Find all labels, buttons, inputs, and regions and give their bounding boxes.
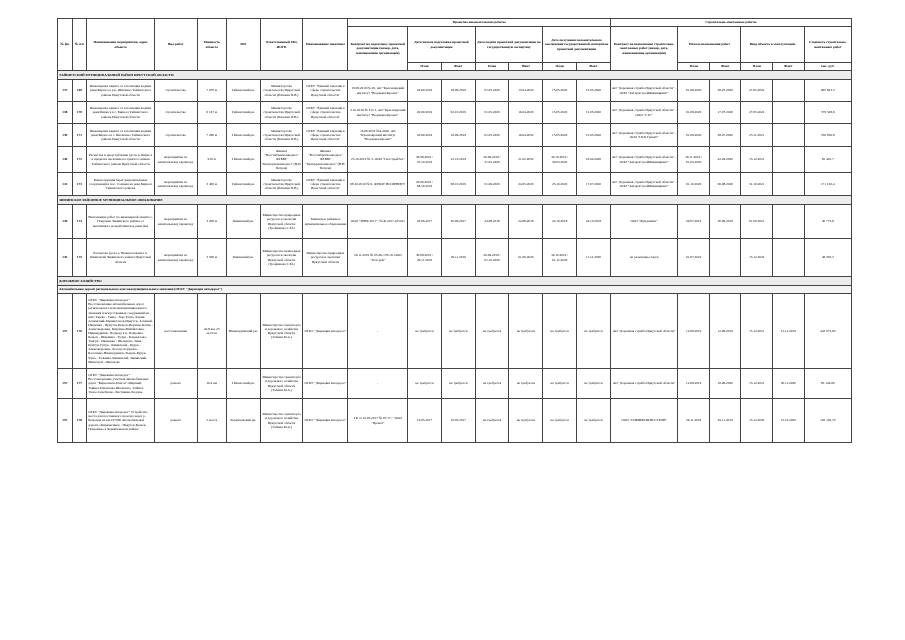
cell-commissioning-plan: 01.09.2021	[741, 205, 773, 239]
cell-commissioning-plan: 31.10.2021	[741, 173, 773, 196]
cell-expertise-result-plan: не требуется	[543, 369, 577, 399]
cell-construction-contract: не разыграны торги	[610, 239, 678, 277]
cell-commissioning-plan: 27.05.2022	[741, 102, 773, 124]
header-name: Наименование мероприятия, адрес объекта	[87, 19, 155, 71]
cell-capacity: 3 500 м	[197, 239, 226, 277]
cell-mo: Черемховский рн.	[226, 399, 260, 443]
cell-capacity: 3 400 м	[197, 173, 226, 196]
header-design-contract: Контракт на подготовку проектной документации (номер, дата, наименование организации)	[348, 27, 408, 71]
cell-mo: Зиминский рн.	[226, 205, 260, 239]
cell-customer: ОГКУ "Единый заказчик в сфере строительства Иркутской области"	[303, 80, 348, 102]
cell-expertise-result-fact: не требуется	[577, 294, 611, 369]
cell-expertise-submit-plan: не требуется	[475, 294, 509, 369]
cell-expertise-result-plan: 15.05.2020	[543, 102, 577, 124]
cell-n-np: 173	[72, 173, 87, 196]
cell-cost: 30 773,8	[804, 205, 851, 239]
cell-expertise-result-plan: 24.10.2018	[543, 205, 577, 239]
cell-work-type: мероприятия по капитальному характеру	[154, 173, 197, 196]
cell-design-start-plan: 20.09.2019	[408, 124, 442, 147]
cell-expertise-submit-fact: 21.02.2020	[509, 147, 543, 173]
cell-work-type: мероприятия по капитальному характеру	[154, 239, 197, 277]
cell-expertise-result-fact: не требуется	[577, 399, 611, 443]
objects-table	[57, 18, 852, 443]
cell-construction-start-fact: 06.08.2020	[709, 173, 741, 196]
table-row	[58, 80, 852, 102]
section-header	[58, 277, 852, 286]
header-design-group: Проектно-изыскательские работы	[348, 19, 610, 27]
cell-design-start-plan: 10.05.2017	[408, 399, 442, 443]
cell-construction-contract: АО "Дорожная служба Иркутской области" - ООО "АнгараСтройИнжиниринг"	[610, 147, 678, 173]
cell-design-start-fact: 08.10.2019	[441, 173, 475, 196]
cell-construction-start-plan: 01.10.2020	[678, 173, 710, 196]
cell-cost: 65 445,7	[804, 147, 851, 173]
cell-commissioning-plan: 15.12.2021	[741, 147, 773, 173]
cell-expertise-result-plan: не требуется	[543, 294, 577, 369]
header-expertise-submit: Дата подачи проектной документации на государственную экспертизу	[475, 27, 543, 63]
cell-responsible: Министерство строительства Иркутской области (Плюхин П.Н.)	[260, 173, 303, 196]
cell-capacity: 7 290 м	[197, 124, 226, 147]
cell-capacity: 42,8 км, 23 мостов	[197, 294, 226, 369]
cell-mo: Тайшетский рн.	[226, 124, 260, 147]
cell-n-np: 175	[72, 239, 87, 277]
cell-design-start-fact: 29.11.2019	[441, 239, 475, 277]
cell-cost: 695 823,3	[804, 80, 851, 102]
cell-expertise-submit-fact: не требуется	[509, 294, 543, 369]
header-fact: Факт	[441, 63, 475, 71]
cell-mo: Тайшетский рн.	[226, 80, 260, 102]
cell-n-fcp: 157	[58, 369, 73, 399]
cell-responsible: Министерство транспорта и дорожного хозяйства Иркутской области (Зобнин М.А.)	[260, 399, 303, 443]
cell-customer: ОГКУ "Единый заказчик в сфере строительства Иркутской области"	[303, 173, 348, 196]
header-cost-unit: тыс. руб.	[804, 63, 851, 71]
header-fact: Факт	[577, 63, 611, 71]
cell-construction-start-plan: 26.11.2019	[678, 399, 710, 443]
cell-expertise-result-plan: 30.10.2019 / 01.12.2020	[543, 239, 577, 277]
cell-expertise-result-fact: не требуется	[577, 369, 611, 399]
cell-mo: Тайшетский рн.	[226, 147, 260, 173]
cell-name: ОГКУ "Дирекция автодорог" Устройство моста для постоянного проезда через р. Бельская на км 24+000 автомобильной дороги «Киреньгинск - Иркутск-Бельск-Покровка» в Черемховском районе	[87, 399, 155, 443]
cell-design-contract: 29.11.2019 № 03-60-176/19, ООО "ГеоСрой"	[348, 239, 408, 277]
header-plan: План	[408, 63, 442, 71]
header-construction-start: Начало выполнения работ	[678, 27, 741, 63]
cell-design-contract: 2.10.2019 № 311/1, АО "Красноярский институт "Водоканалпроект"	[348, 102, 408, 124]
cell-construction-start-plan: 01.08.2020	[678, 80, 710, 102]
cell-n-np: 178	[72, 399, 87, 443]
cell-commissioning-fact: 31.12.2019	[773, 294, 805, 369]
cell-customer: ОГКУ "Дирекция автодорог"	[303, 369, 348, 399]
cell-commissioning-fact: 15.10.2020	[773, 399, 805, 443]
cell-expertise-submit-fact: 16.04.2020	[509, 102, 543, 124]
cell-design-start-fact: 20.06.2017	[441, 205, 475, 239]
cell-construction-start-plan: 30.11.2019 / 01.05.2020	[678, 147, 710, 173]
cell-responsible: Министерство строительства Иркутской области (Плюхин П.Н.)	[260, 80, 303, 102]
cell-name: ОГКУ "Дирекция автодорог" Восстановление автомобильных дорог регионального или межмуниципального значения и искусственных сооружений на них: Зарево - Тыма - Хор-Тагна, Харик-Аспинский-Харикотонов-Иркутск, Алзамай-Ивановка - Иркутск-Бельск-Верхнее-Котик - Александровка, Киргизы-Михайловка-Нижнеудинск, Подъезд к п. Покровка, Бельск - Ширинка - Тулун - Коновалово, Тангуи - Ивановка - Шелехово, Зима-Куйтун-Тулун - Кимильтей - Бурук - Александровка, Лесодолгоруково-Басалаево-Нижнеудинск, Тыреть-Бурук, Чуна - Тальяны, Кимильтей, Зиминский-Мингатуй - Шелехово	[87, 294, 155, 369]
cell-expertise-result-plan: 25.10.2020	[543, 173, 577, 196]
cell-expertise-result-plan: 15.05.2020	[543, 124, 577, 147]
section-title: ДОРОЖНОЕ ХОЗЯЙСТВО	[58, 277, 852, 286]
cell-cost: 530 956,8	[804, 124, 851, 147]
cell-construction-contract: АО "Дорожная служба Иркутской области" - ООО "ПСК Гранит"	[610, 124, 678, 147]
cell-cost: 83 144,90	[804, 369, 851, 399]
cell-n-fcp: 139	[58, 124, 73, 147]
cell-work-type: мероприятия по капитальному характеру	[154, 147, 197, 173]
cell-construction-start-plan: 29.07.2019	[678, 205, 710, 239]
cell-customer: Зиминское районное муниципальное образование	[303, 205, 348, 239]
header-plan: План	[678, 63, 710, 71]
cell-expertise-submit-plan: не требуется	[475, 399, 509, 443]
cell-design-start-plan: 20.09.2019 / 08.10.2019	[408, 173, 442, 196]
cell-expertise-submit-plan: 24.08.2018	[475, 205, 509, 239]
cell-cost: 579 328,6	[804, 102, 851, 124]
cell-work-type: ремонт	[154, 369, 197, 399]
cell-expertise-result-plan: не требуется	[543, 399, 577, 443]
cell-expertise-result-plan: 15.05.2020	[543, 80, 577, 102]
cell-construction-start-fact: 26.11.2019	[709, 399, 741, 443]
cell-mo: Нижнеудинский рн.	[226, 294, 260, 369]
cell-customer: ОГКУ "Дирекция автодорог"	[303, 294, 348, 369]
cell-n-np: 177	[72, 369, 87, 399]
cell-n-np: 176	[72, 294, 87, 369]
cell-work-type: строительство	[154, 124, 197, 147]
header-construction-contract: Контракт на выполнение строительно-монтажных работ (номер, дата, наименование организации)	[610, 27, 678, 71]
cell-design-start-fact: 18.09.2019	[441, 80, 475, 102]
table-row	[58, 399, 852, 443]
cell-expertise-submit-fact: 24.05.2020	[509, 173, 543, 196]
cell-design-contract: -	[348, 294, 408, 369]
cell-commissioning-fact	[773, 205, 805, 239]
header-commissioning: Ввод объекта в эксплуатацию	[741, 27, 804, 63]
cell-n-fcp: 141	[58, 173, 73, 196]
cell-n-np: 170	[72, 102, 87, 124]
cell-commissioning-fact	[773, 239, 805, 277]
cell-customer: ОГКУ "Единый заказчик в сфере строительства Иркутской области"	[303, 124, 348, 147]
cell-design-contract: 16.09.2019 №4-2020, АО "Красноярский институт "Водоканалпроект"	[348, 124, 408, 147]
cell-mo: Тайшетский рн.	[226, 369, 260, 399]
subsection-title: Автомобильные дороги регионального или межмуниципального значения (ОГКУ "Дирекция автодорог")	[58, 286, 852, 294]
header-construction-group: Строительно-монтажные работы	[610, 19, 851, 27]
header-cost: Стоимость строительно-монтажных работ	[804, 27, 851, 63]
cell-n-fcp: 138	[58, 102, 73, 124]
cell-expertise-submit-plan: 01.05.2020	[475, 124, 509, 147]
cell-n-fcp: 157	[58, 399, 73, 443]
cell-cost: 46 393,3	[804, 239, 851, 277]
cell-design-start-fact: не требуется	[441, 294, 475, 369]
cell-commissioning-plan: 15.12.2021	[741, 369, 773, 399]
cell-expertise-submit-fact: 24.08.2018	[509, 205, 543, 239]
cell-construction-start-fact: 28.07.2020	[709, 124, 741, 147]
cell-work-type: строительство	[154, 102, 197, 124]
cell-responsible: Министерство транспорта и дорожного хозяйства Иркутской области (Зобнин М.А.)	[260, 294, 303, 369]
cell-design-start-plan: 30.08.2019 / 29.11.2019	[408, 239, 442, 277]
cell-expertise-submit-fact: не требуется	[509, 399, 543, 443]
cell-commissioning-plan: 27.05.2022	[741, 80, 773, 102]
header-responsible: Ответственный МО, ИОГВ	[260, 19, 303, 71]
table-row	[58, 369, 852, 399]
cell-design-start-fact: 02.10.2019	[441, 102, 475, 124]
cell-n-np: 172	[72, 147, 87, 173]
header-work-type: Вид работ	[154, 19, 197, 71]
header-plan: План	[475, 63, 509, 71]
cell-expertise-submit-plan: 01.05.2020	[475, 80, 509, 102]
cell-commissioning-fact	[773, 147, 805, 173]
cell-design-contract: 25.10.2019 № 5, ООО "ГеоСтройТех"	[348, 147, 408, 173]
cell-capacity: 910 м	[197, 147, 226, 173]
cell-expertise-submit-plan: 01.06.2020	[475, 173, 509, 196]
cell-expertise-submit-fact: не требуется	[509, 369, 543, 399]
cell-responsible: Министерство транспорта и дорожного хозяйства Иркутской области (Зобнин М.А.)	[260, 369, 303, 399]
table-row	[58, 294, 852, 369]
cell-design-contract: ООО "ЗЕНК 2017", № Ф.2017.225191	[348, 205, 408, 239]
cell-design-start-plan: не требуется	[408, 369, 442, 399]
cell-name: Расчистка русла р. Ныжносельнага п. Кимильтей Зиминского района Иркутской области	[87, 239, 155, 277]
cell-design-start-plan: 30.08.2019 / 25.10.2019	[408, 147, 442, 173]
cell-n-np: 171	[72, 124, 87, 147]
cell-construction-start-fact: 28.07.2020	[709, 80, 741, 102]
cell-construction-start-plan: 01.08.2020	[678, 102, 710, 124]
cell-expertise-submit-plan: не требуется	[475, 369, 509, 399]
cell-expertise-result-fact: 15.05.2020	[577, 124, 611, 147]
header-fact: Факт	[773, 63, 805, 71]
cell-responsible: Министерство строительства Иркутской области (Плюхин П.Н.)	[260, 124, 303, 147]
header-expertise-result: Дата получения положительного заключения государственной экспертизы проектной документации	[543, 27, 611, 63]
cell-construction-start-fact: 12.09.2019	[709, 294, 741, 369]
cell-construction-start-fact: 16.06.2020	[709, 369, 741, 399]
cell-customer: ОГКУ "Единый заказчик в сфере строительства Иркутской области"	[303, 102, 348, 124]
cell-expertise-result-fact: 11.12.2020	[577, 239, 611, 277]
cell-responsible: Министерство строительства Иркутской области (Плюхин П.Н.)	[260, 102, 303, 124]
table-row	[58, 173, 852, 196]
header-plan: План	[741, 63, 773, 71]
header-mo: МО	[226, 19, 260, 71]
cell-construction-contract: ООО "СИБИРЬТРАНССТРОЙ"	[610, 399, 678, 443]
cell-construction-contract: ООО "Фундамент"	[610, 205, 678, 239]
cell-construction-start-plan: 01.07.2022	[678, 239, 710, 277]
cell-n-np: 169	[72, 80, 87, 102]
cell-design-contract: -	[348, 369, 408, 399]
cell-responsible: Министерство природных ресурсов и экологии Иркутской области (Трофимова С.М.)	[260, 205, 303, 239]
section-header	[58, 71, 852, 80]
table-row	[58, 102, 852, 124]
cell-capacity: 16,4 км	[197, 369, 226, 399]
cell-responsible: Министерство природных ресурсов и экологии Иркутской области (Трофимова С.М.)	[260, 239, 303, 277]
cell-construction-contract: АО "Дорожная служба Иркутской области" - ООО "СТС"	[610, 102, 678, 124]
cell-expertise-result-fact: 17.07.2020	[577, 173, 611, 196]
cell-capacity: 3 200 м	[197, 205, 226, 239]
cell-name: Расчистка и дноуглубление русла р. Бирюса в пределах населенного пункта Соляная Тайшетского района Иркутской области	[87, 147, 155, 173]
cell-expertise-result-fact: 15.05.2020	[577, 80, 611, 102]
cell-n-fcp: 137	[58, 80, 73, 102]
cell-n-fcp: 140	[58, 147, 73, 173]
cell-design-start-fact: 16.09.2019	[441, 124, 475, 147]
cell-name: Инженерная защита от затопления водами реки Бирюса в с. Бирюса Тайшетского района Иркутской области	[87, 102, 155, 124]
subsection-header	[58, 286, 852, 294]
table-row	[58, 124, 852, 147]
cell-n-fcp: 140	[58, 205, 73, 239]
cell-expertise-result-fact: 24.10.2018	[577, 205, 611, 239]
cell-design-contract: 19.09.2019 № 20, АО "Красноярский институт "Водоканалпроект"	[348, 80, 408, 102]
cell-customer: ОГКУ "Дирекция автодорог"	[303, 399, 348, 443]
cell-expertise-result-fact: 15.05.2020	[577, 102, 611, 124]
cell-cost: 162 120,70	[804, 399, 851, 443]
header-fact: Факт	[709, 63, 741, 71]
cell-design-start-fact: 25.10.2019	[441, 147, 475, 173]
cell-design-contract: ГК от 10.05.2017 № 07/17 / "ООО "Прокат"	[348, 399, 408, 443]
cell-n-fcp: 157	[58, 294, 73, 369]
header-fact: Факт	[509, 63, 543, 71]
section-header	[58, 196, 852, 205]
cell-expertise-submit-plan: 01.05.2020	[475, 102, 509, 124]
cell-expertise-submit-fact: 16.04.2020	[509, 124, 543, 147]
header-n-np: № п/п	[72, 19, 87, 71]
table-row	[58, 147, 852, 173]
cell-expertise-submit-fact: 01.09.2020	[509, 239, 543, 277]
section-title: ТАЙШЕТСКИЙ МУНИЦИПАЛЬНЫЙ РАЙОН ИРКУТСКОЙ ОБЛАСТИ	[58, 71, 852, 80]
header-customer: Наименование заказчика	[303, 19, 348, 71]
table-row	[58, 205, 852, 239]
cell-commissioning-plan: 15.12.2022	[741, 239, 773, 277]
cell-n-np: 174	[72, 205, 87, 239]
cell-commissioning-fact	[773, 124, 805, 147]
cell-commissioning-fact	[773, 173, 805, 196]
cell-name: Инженерная защита от затопления водами реки Бирюса в с. Шелехово Тайшетского района Иркутской области	[87, 124, 155, 147]
cell-name: Реконструкция берегоукрепительных сооружений в пос. Соляная на реке Бирюса Тайшетского района	[87, 173, 155, 196]
cell-commissioning-plan: 15.12.2021	[741, 294, 773, 369]
header-n-fcp: № фп	[58, 19, 73, 71]
header-capacity: Мощность объекта	[197, 19, 226, 71]
cell-name: ОГКУ "Дирекция автодорог" Восстановление участков автомобильных дорог "Бирюсинск-Изегол"-Мирный, Тайшет-Шелехово-Шелехово, Тайшет-Талое-Сереброво, Листвянка-Ходоры	[87, 369, 155, 399]
cell-capacity: 7 970 м	[197, 80, 226, 102]
cell-construction-start-fact: 30.09.2019	[709, 205, 741, 239]
cell-capacity: 2 моста	[197, 399, 226, 443]
cell-mo: Зиминский рн.	[226, 239, 260, 277]
cell-customer: Министерство природных ресурсов и экологии Иркутской области	[303, 239, 348, 277]
cell-design-start-fact: не требуется	[441, 369, 475, 399]
cell-design-start-plan: не требуется	[408, 294, 442, 369]
cell-customer: Филиал "Востсибрегионводхоз" ФГБВУ "Центррегионводхоз" (Н.Н. Петров)	[303, 147, 348, 173]
cell-n-fcp: 143	[58, 239, 73, 277]
cell-work-type: восстановление	[154, 294, 197, 369]
cell-expertise-submit-plan: 20.09.2019 / 01.10.2020	[475, 239, 509, 277]
cell-mo: Тайшетский рн.	[226, 102, 260, 124]
cell-construction-start-plan: 12.08.2019	[678, 369, 710, 399]
cell-expertise-result-fact: 16.04.2020	[577, 147, 611, 173]
cell-design-start-plan: 20.09.2019	[408, 102, 442, 124]
cell-cost: 171 102,4	[804, 173, 851, 196]
cell-work-type: строительство	[154, 80, 197, 102]
table-row	[58, 239, 852, 277]
cell-cost: 443 075,90	[804, 294, 851, 369]
cell-commissioning-plan: 25.11.2021	[741, 124, 773, 147]
table-body	[58, 71, 852, 443]
cell-name: Инженерная защита от затопления водами реки Бирюса в р.п. Шиткино Тайшетского района Иркутской области	[87, 80, 155, 102]
report-page	[57, 18, 852, 443]
cell-construction-start-plan: 12.08.2019	[678, 294, 710, 369]
cell-expertise-submit-fact: 15.04.2020	[509, 80, 543, 102]
cell-expertise-result-plan: 30.10.2019 / 30.03.2020	[543, 147, 577, 173]
cell-construction-contract: АО "Дорожная служба Иркутской области" - ООО "АнгараСтройИнжиниринг"	[610, 80, 678, 102]
cell-construction-contract: АО "Дорожная служба Иркутской области" - ООО "АнгараСтройИнжиниринг"	[610, 173, 678, 196]
cell-work-type: мероприятия по капитальному характеру	[154, 205, 197, 239]
cell-mo: Тайшетский рн.	[226, 173, 260, 196]
cell-design-start-plan: 20.09.2019	[408, 80, 442, 102]
cell-responsible: Филиал "Востсибрегионводхоз" ФГБВУ "Центррегионводхоз" (Н.Н. Петров)	[260, 147, 303, 173]
cell-construction-contract: АО "Дорожная служба Иркутской области"	[610, 294, 678, 369]
cell-expertise-submit-plan: 20.09.2019 / 21.02.2020	[475, 147, 509, 173]
cell-commissioning-fact	[773, 80, 805, 102]
header-design-start: Дата начала подготовки проектной документации	[408, 27, 476, 63]
cell-design-contract: 08.10.2019 № 9, ФГБОУ ВО ИРНИТУ	[348, 173, 408, 196]
cell-construction-start-fact	[709, 239, 741, 277]
cell-commissioning-plan: 15.12.2020	[741, 399, 773, 443]
cell-capacity: 6 167 м	[197, 102, 226, 124]
cell-construction-contract: АО "Дорожная служба Иркутской области"	[610, 369, 678, 399]
cell-commissioning-fact	[773, 102, 805, 124]
section-title: ЗИМИНСКОЕ РАЙОННОЕ МУНИЦИПАЛЬНОЕ ОБРАЗОВАНИЕ	[58, 196, 852, 205]
cell-construction-start-fact: 22.04.2020	[709, 147, 741, 173]
cell-construction-start-fact: 17.07.2020	[709, 102, 741, 124]
cell-name: Выполнение работ по инженерной защите с. Покровка Зиминского района от негативного воздействия вод реки Ока	[87, 205, 155, 239]
cell-commissioning-fact: 30.11.2020	[773, 369, 805, 399]
cell-work-type: ремонт	[154, 399, 197, 443]
cell-construction-start-plan: 01.08.2020	[678, 124, 710, 147]
cell-design-start-fact: 10.05.2017	[441, 399, 475, 443]
cell-design-start-plan: 20.06.2017	[408, 205, 442, 239]
header-plan: План	[543, 63, 577, 71]
